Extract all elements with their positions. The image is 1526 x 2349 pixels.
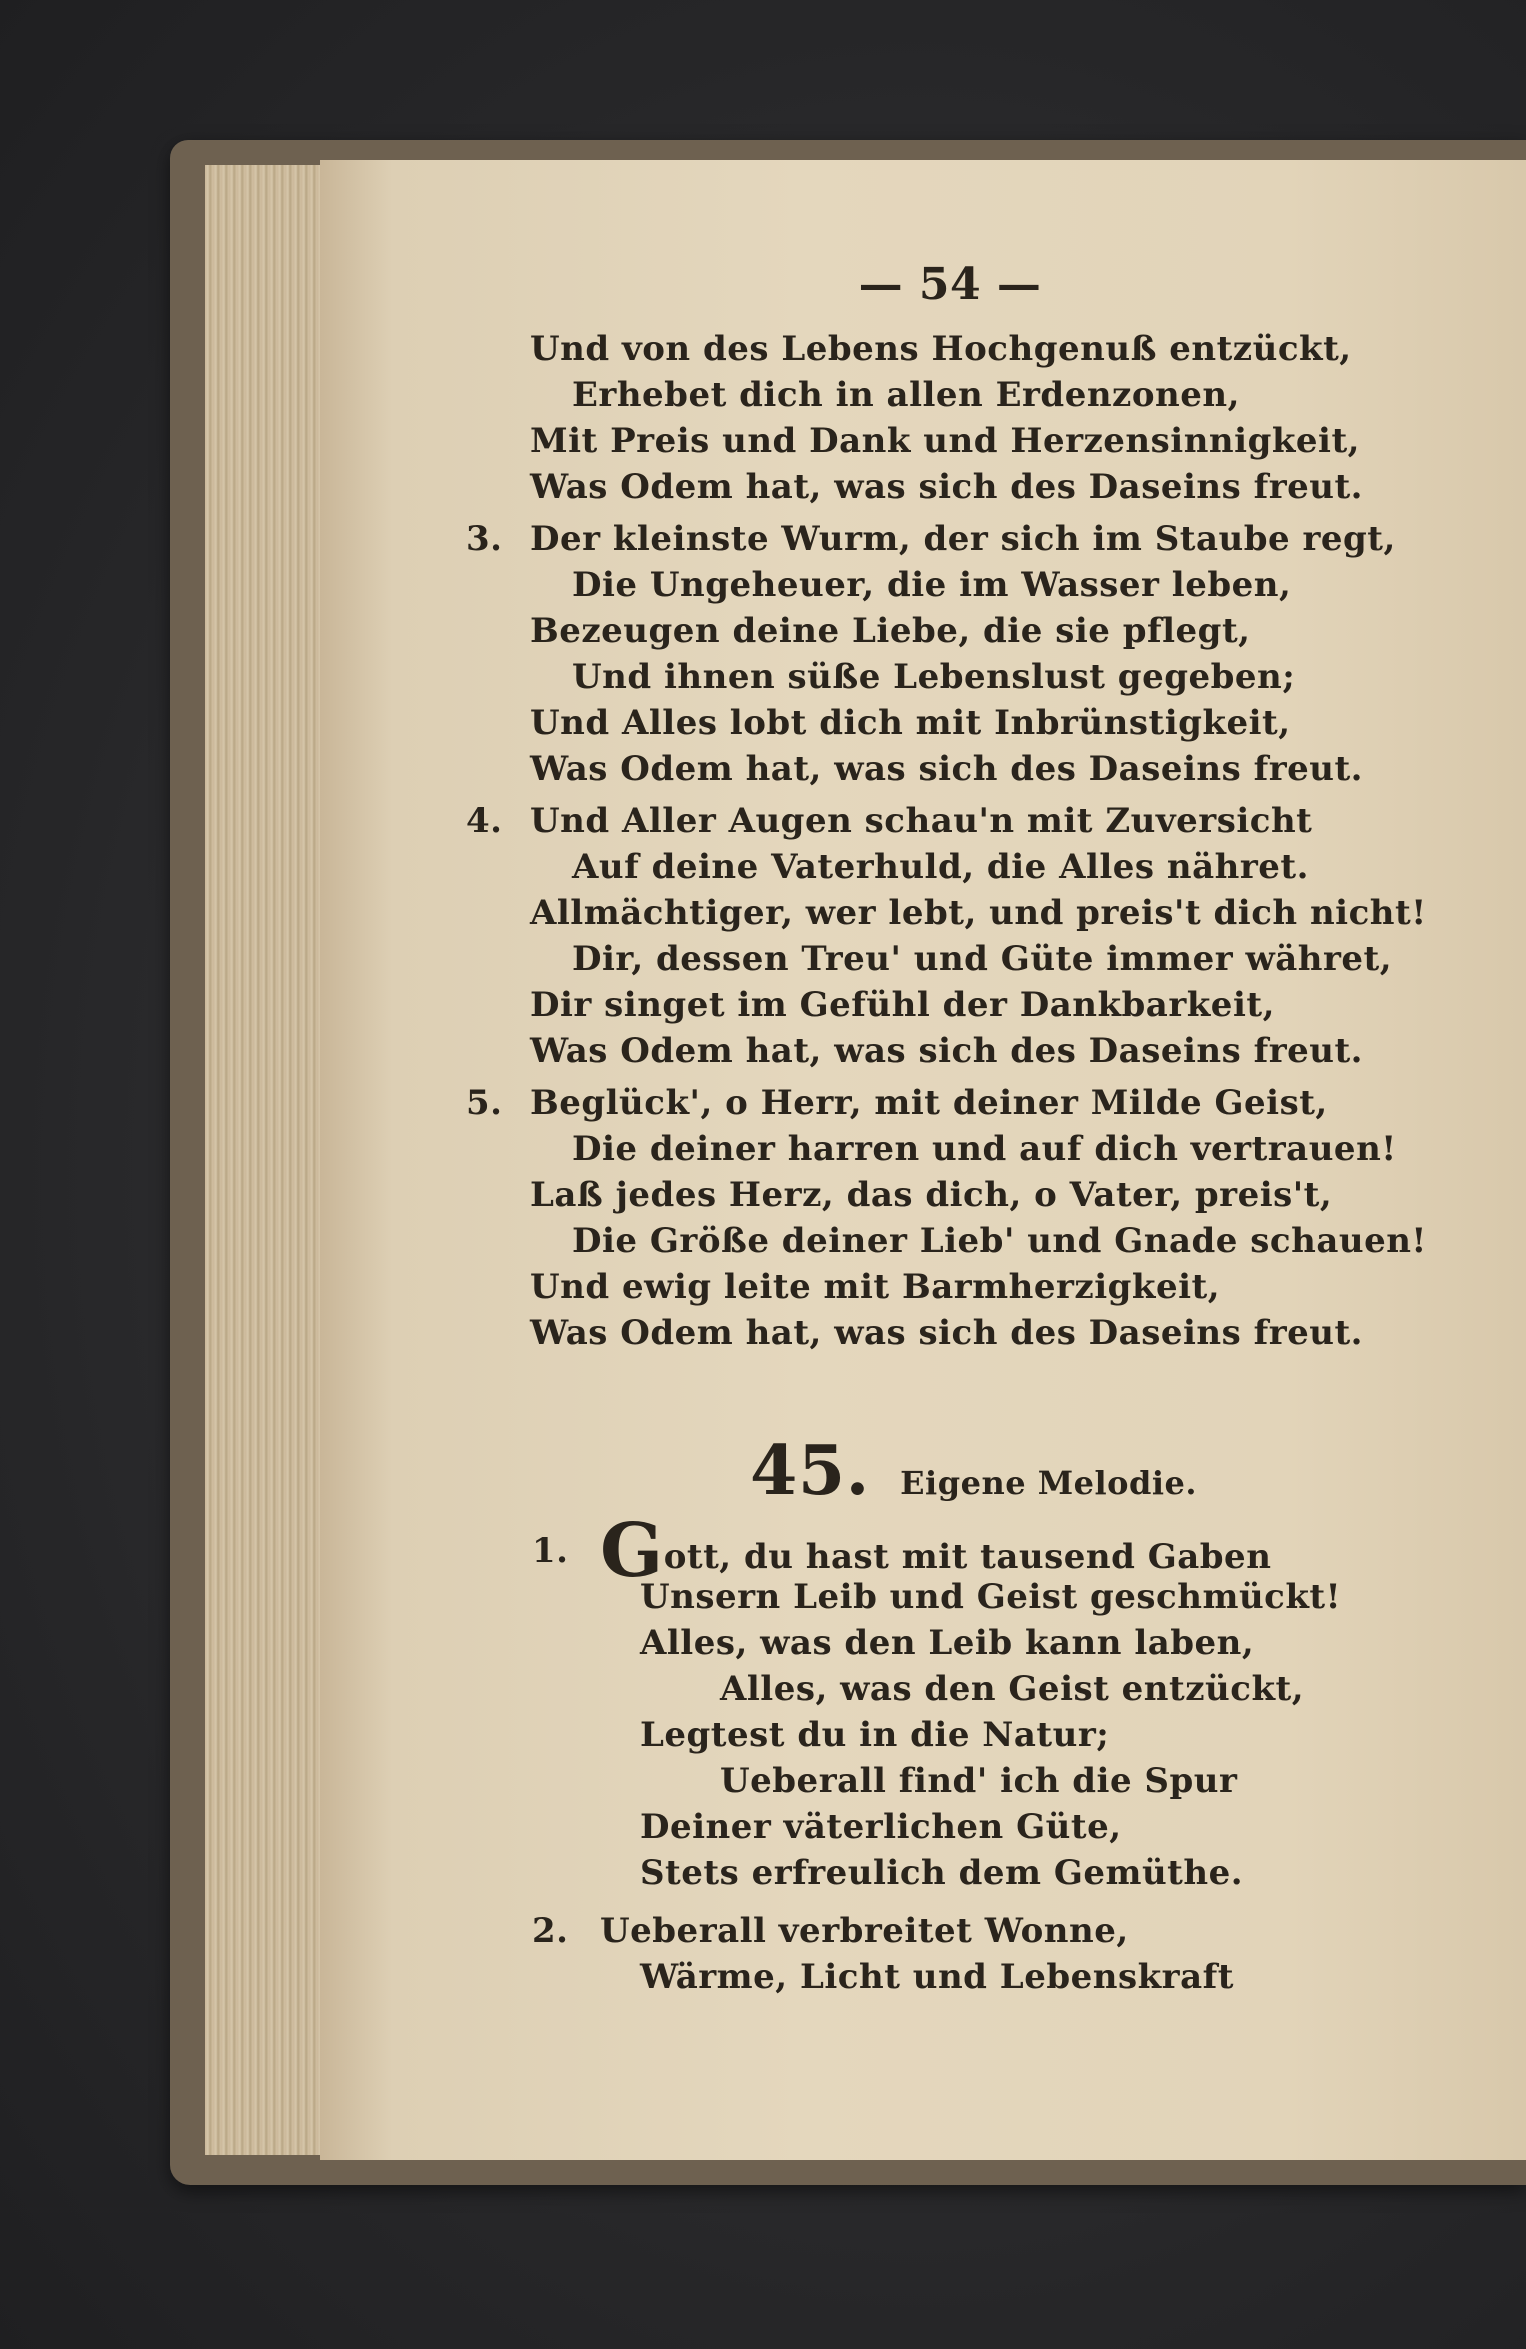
verse-line: Ueberall verbreitet Wonne, — [600, 1911, 1129, 1951]
page-content — [466, 250, 1427, 2000]
verse-5 — [466, 1080, 1427, 1356]
verse-line: Und Aller Augen schau'n mit Zuversicht — [530, 801, 1313, 841]
verse-line: Stets erfreulich dem Gemüthe. — [640, 1853, 1244, 1893]
verse-line: Laß jedes Herz, das dich, o Vater, preis't, — [530, 1175, 1333, 1215]
verse-line: Und ewig leite mit Barmherzigkeit, — [530, 1267, 1221, 1307]
first-line-text: ott, du hast mit tausend Gaben — [663, 1537, 1272, 1577]
verse-line: Legtest du in die Natur; — [640, 1715, 1110, 1755]
verse-line: Was Odem hat, was sich des Daseins freut. — [530, 467, 1364, 507]
verse-line: Was Odem hat, was sich des Daseins freut. — [530, 1031, 1364, 1071]
verse-line: Wärme, Licht und Lebenskraft — [640, 1957, 1234, 1997]
verse-line: Dir, dessen Treu' und Güte immer währet, — [572, 939, 1393, 979]
verse-line: Deiner väterlichen Güte, — [640, 1807, 1122, 1847]
verse-line: Die Größe deiner Lieb' und Gnade schauen! — [572, 1221, 1427, 1261]
verse-line: Alles, was den Geist entzückt, — [720, 1669, 1305, 1709]
hymn-verse-2 — [530, 1908, 1330, 2000]
verse-line: Bezeugen deine Liebe, die sie pflegt, — [530, 611, 1251, 651]
verse-number: 4. — [466, 801, 503, 841]
verse-line: Und Alles lobt dich mit Inbrünstigkeit, — [530, 703, 1291, 743]
verse-line: Erhebet dich in allen Erdenzonen, — [572, 375, 1240, 415]
verse-line: Und ihnen süße Lebenslust gegeben; — [572, 657, 1296, 697]
verse-line: Allmächtiger, wer lebt, und preis't dich nicht! — [530, 893, 1427, 933]
verse-continuation — [530, 326, 1364, 510]
verse-line: Die Ungeheuer, die im Wasser leben, — [572, 565, 1292, 605]
verse-line: Die deiner harren und auf dich vertrauen! — [572, 1129, 1397, 1169]
verse-4 — [466, 798, 1427, 1074]
verse-line: Mit Preis und Dank und Herzensinnigkeit, — [530, 421, 1360, 461]
verse-line: Und von des Lebens Hochgenuß entzückt, — [530, 329, 1352, 369]
hymn-melody: Eigene Melodie. — [900, 1464, 1198, 1502]
hymn-heading — [530, 1426, 1330, 1516]
verse-line: Alles, was den Leib kann laben, — [640, 1623, 1255, 1663]
hymn-number: 45. — [750, 1431, 870, 1511]
verse-line: Ueberall find' ich die Spur — [720, 1761, 1238, 1801]
verse-number: 1. — [532, 1531, 569, 1571]
page-number: — 54 — — [858, 259, 1042, 310]
verse-line: Dir singet im Gefühl der Dankbarkeit, — [530, 985, 1275, 1025]
verse-number: 3. — [466, 519, 503, 559]
verse-number: 5. — [466, 1083, 503, 1123]
verse-3 — [466, 516, 1396, 792]
verse-line: Beglück', o Herr, mit deiner Milde Geist, — [530, 1083, 1328, 1123]
verse-line: Der kleinste Wurm, der sich im Staube regt, — [530, 519, 1396, 559]
verse-line — [600, 1508, 1330, 1594]
verse-number: 2. — [532, 1911, 569, 1951]
dropcap: G — [600, 1508, 664, 1594]
verse-line: Was Odem hat, was sich des Daseins freut. — [530, 1313, 1364, 1353]
verse-line: Was Odem hat, was sich des Daseins freut. — [530, 749, 1364, 789]
hymn-verse-1 — [530, 1508, 1342, 1896]
verse-line: Auf deine Vaterhuld, die Alles nähret. — [572, 847, 1309, 887]
verse-line: Unsern Leib und Geist geschmückt! — [640, 1577, 1342, 1617]
